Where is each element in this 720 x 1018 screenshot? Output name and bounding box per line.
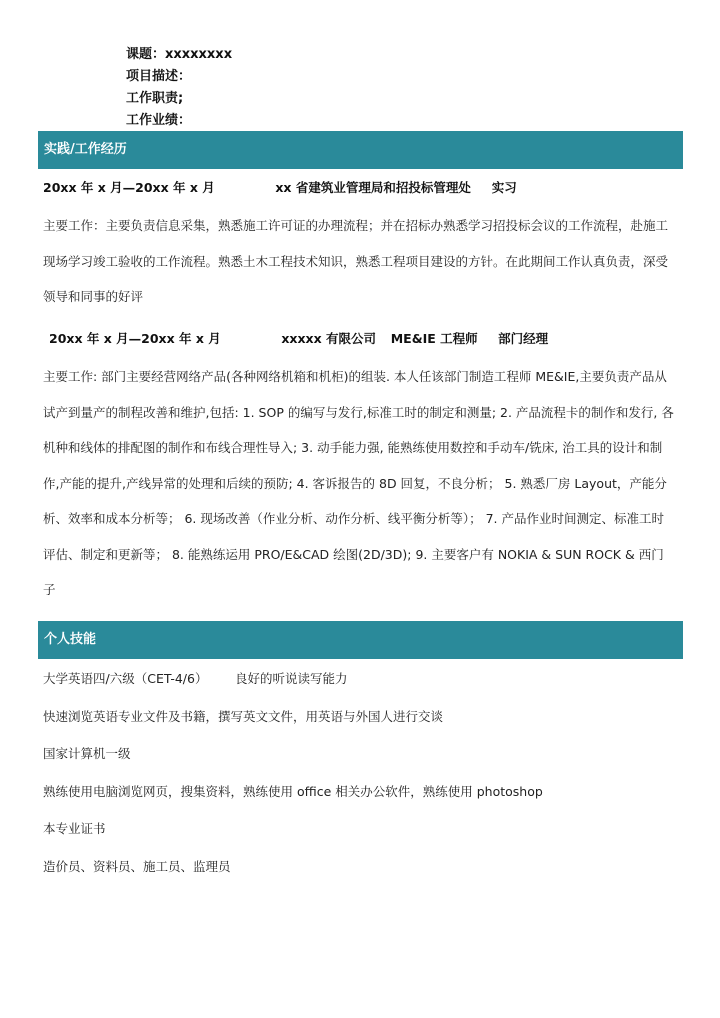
job-organization: xx 省建筑业管理局和招投标管理处 <box>275 180 471 195</box>
description-line: 现场学习竣工验收的工作流程。熟悉土木工程技术知识，熟悉工程项目建设的方针。在此期间工作认真负责，深受 <box>43 253 669 269</box>
description-line: 主要工作: 部门主要经营网络产品(各种网络机箱和机柜)的组装. 本人任该部门制造工程师 ME&IE,主要负责产品从 <box>43 369 667 384</box>
skill-item <box>43 848 679 886</box>
section-header-experience: 实践/工作经历 <box>38 131 683 169</box>
skill-text: 本专业证书 <box>43 821 106 836</box>
skill-text: 快速浏览英语专业文件及书籍，撰写英文文件，用英语与外国人进行交谈 <box>43 708 444 724</box>
job-period: 20xx 年 x 月—20xx 年 x 月 <box>43 180 215 195</box>
job-period: 20xx 年 x 月—20xx 年 x 月 <box>49 331 221 346</box>
skill-detail: 良好的听说读写能力 <box>234 671 348 686</box>
project-topic: 课题：xxxxxxxx <box>126 47 233 62</box>
description-line: 机种和线体的排配图的制作和布线合理性导入; 3. 动手能力强, 能熟练使用数控和手动车/铣床, 治工具的设计和制 <box>43 440 663 455</box>
skill-text: 大学英语四/六级（CET-4/6） <box>43 671 208 686</box>
description-line: 评估、制定和更新等； 8. 能熟练运用 PRO/E&CAD 绘图(2D/3D); 9. 主要客户有 NOKIA & SUN ROCK & 西门 <box>43 546 664 562</box>
skill-item <box>43 810 679 848</box>
description-line: 主要工作：主要负责信息采集，熟悉施工许可证的办理流程；并在招标办熟悉学习招投标会议的工作流程，赴施工 <box>43 218 669 233</box>
description-line: 子 <box>43 582 56 597</box>
job-heading-2 <box>49 330 548 348</box>
job-description-2 <box>43 359 679 608</box>
description-line: 析、效率和成本分析等； 6. 现场改善（作业分析、动作分析、线平衡分析等）； 7. 产品作业时间测定、标准工时 <box>43 511 664 526</box>
description-line: 领导和同事的好评 <box>43 289 144 304</box>
skill-item <box>43 773 679 811</box>
project-description-label: 项目描述： <box>126 69 192 84</box>
job-heading-1 <box>43 179 517 197</box>
job-role: 实习 <box>491 180 517 195</box>
skills-list <box>43 660 679 885</box>
job-description-1 <box>43 208 679 315</box>
skill-text: 国家计算机一级 <box>43 746 131 761</box>
skill-item <box>43 660 679 698</box>
project-block <box>126 44 646 132</box>
description-line: 作,产能的提升,产线异常的处理和后续的预防; 4. 客诉报告的 8D 回复，不良分析； 5. 熟悉厂房 Layout，产能分 <box>43 475 667 491</box>
description-line: 试产到量产的制程改善和维护,包括: 1. SOP 的编写与发行,标准工时的制定和测量; 2. 产品流程卡的制作和发行, 各 <box>43 404 674 420</box>
skill-item <box>43 735 679 773</box>
job-organization: xxxxx 有限公司 <box>281 331 377 346</box>
skill-text: 造价员、资料员、施工员、监理员 <box>43 858 231 874</box>
section-header-skills: 个人技能 <box>38 621 683 659</box>
skill-item <box>43 698 679 736</box>
skill-text: 熟练使用电脑浏览网页，搜集资料，熟练使用 office 相关办公软件，熟练使用 photoshop <box>43 783 543 799</box>
job-role: ME&IE 工程师 <box>390 331 478 346</box>
job-title: 部门经理 <box>498 331 549 346</box>
project-achievements-label: 工作业绩： <box>126 113 192 128</box>
project-duties-label: 工作职责; <box>126 91 184 106</box>
